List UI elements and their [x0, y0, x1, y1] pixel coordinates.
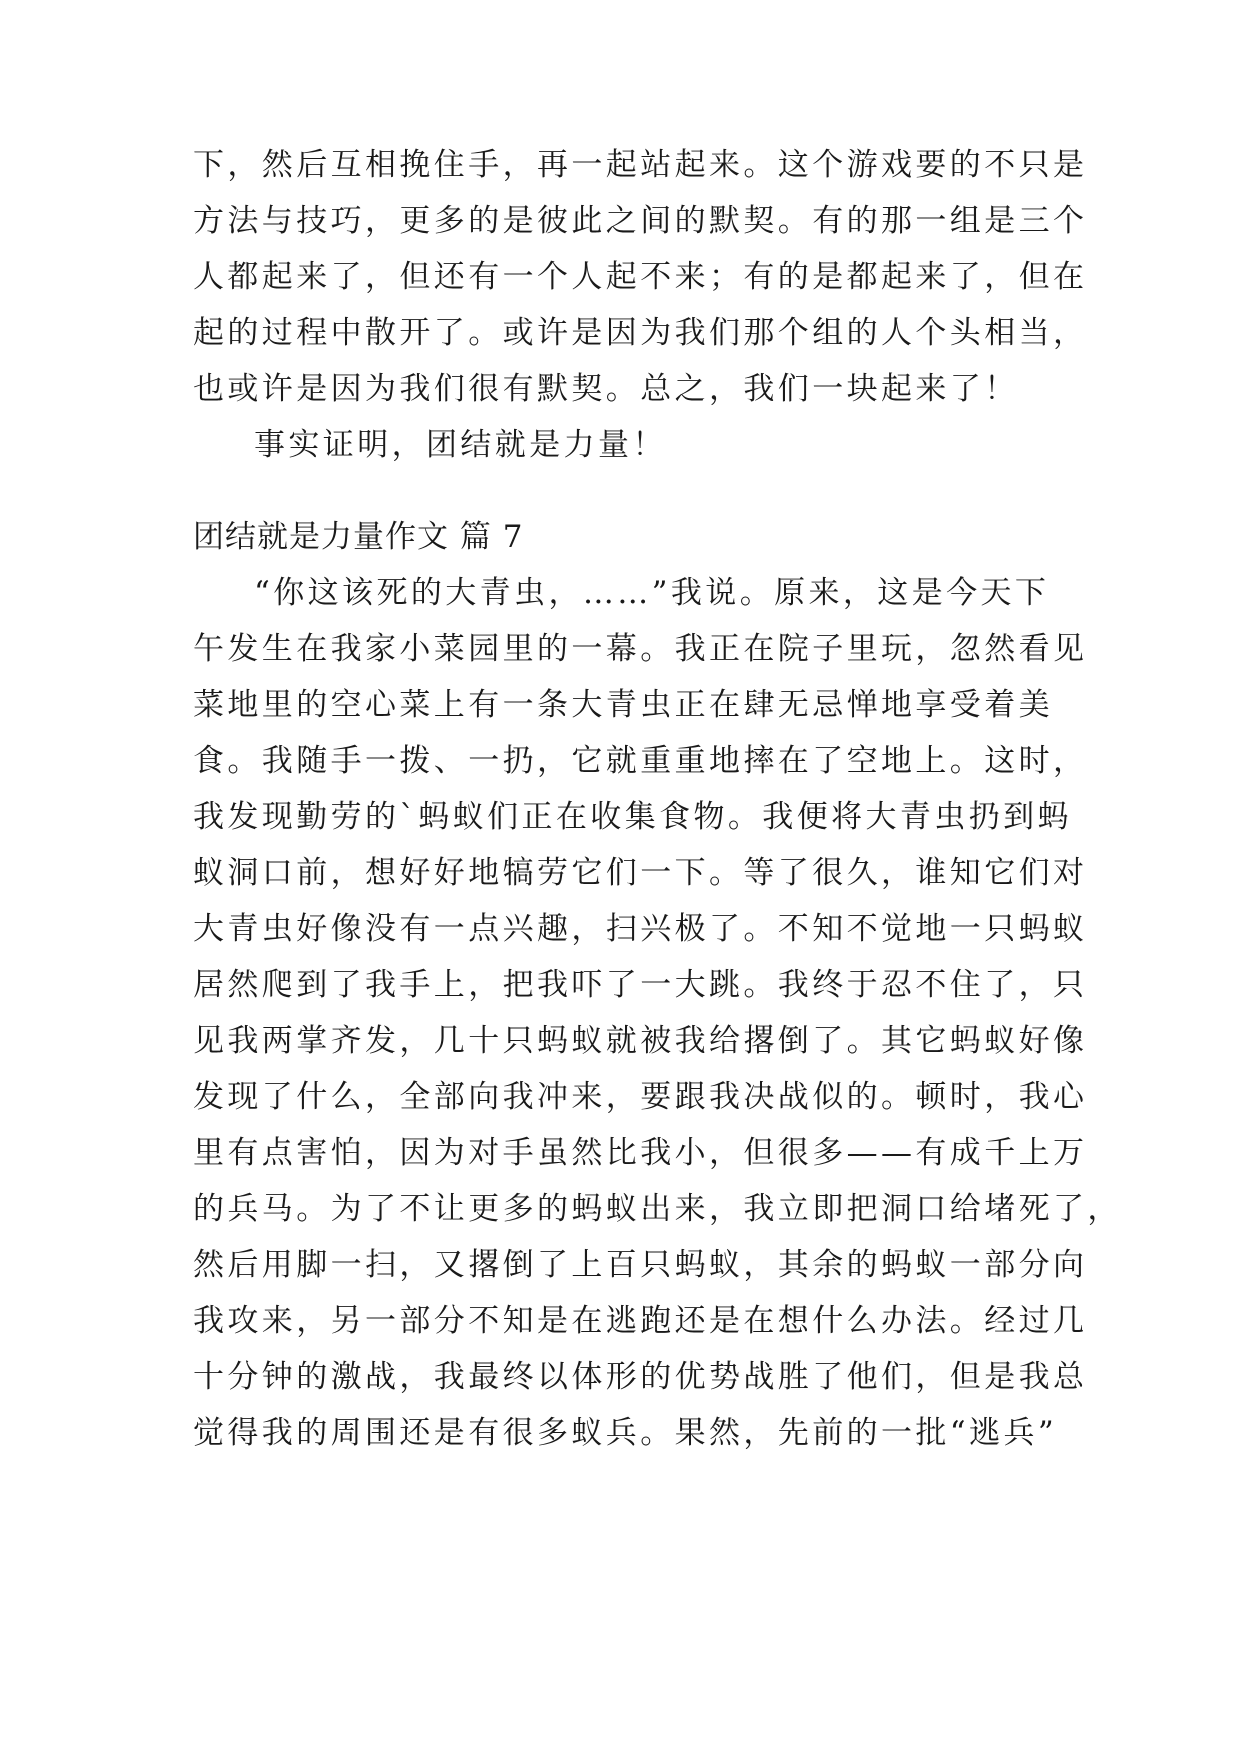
paragraph-line: “你这该死的大青虫，……”我说。原来，这是今天下	[254, 575, 1050, 611]
paragraph-line: 午发生在我家小菜园里的一幕。我正在院子里玩，忽然看见	[193, 631, 1088, 667]
paragraph-line: 蚁洞口前，想好好地犒劳它们一下。等了很久，谁知它们对	[193, 855, 1088, 891]
paragraph-line: 人都起来了，但还有一个人起不来；有的是都起来了，但在	[193, 259, 1088, 295]
paragraph-line: 也或许是因为我们很有默契。总之，我们一块起来了！	[193, 371, 1019, 407]
paragraph-line: 食。我随手一拨、一扔，它就重重地摔在了空地上。这时，	[193, 743, 1088, 779]
paragraph-line: 觉得我的周围还是有很多蚁兵。果然，先前的一批“逃兵”	[193, 1415, 1058, 1451]
paragraph-line: 起的过程中散开了。或许是因为我们那个组的人个头相当，	[193, 315, 1088, 351]
paragraph-line: 我攻来，另一部分不知是在逃跑还是在想什么办法。经过几	[193, 1303, 1088, 1339]
paragraph-line: 然后用脚一扫，又撂倒了上百只蚂蚁，其余的蚂蚁一部分向	[193, 1247, 1088, 1283]
paragraph-line: 见我两掌齐发，几十只蚂蚁就被我给撂倒了。其它蚂蚁好像	[193, 1023, 1088, 1059]
paragraph-line: 大青虫好像没有一点兴趣，扫兴极了。不知不觉地一只蚂蚁	[193, 911, 1088, 947]
paragraph-line: 居然爬到了我手上，把我吓了一大跳。我终于忍不住了，只	[193, 967, 1088, 1003]
paragraph-line: 的兵马。为了不让更多的蚂蚁出来，我立即把洞口给堵死了，	[193, 1191, 1122, 1227]
paragraph-line: 方法与技巧，更多的是彼此之间的默契。有的那一组是三个	[193, 203, 1088, 239]
paragraph-line: 十分钟的激战，我最终以体形的优势战胜了他们，但是我总	[193, 1359, 1088, 1395]
section-heading: 团结就是力量作文 篇 7	[193, 519, 524, 555]
paragraph-line: 我发现勤劳的`蚂蚁们正在收集食物。我便将大青虫扔到蚂	[193, 799, 1072, 835]
paragraph-line: 发现了什么，全部向我冲来，要跟我决战似的。顿时，我心	[193, 1079, 1088, 1115]
closing-sentence: 事实证明，团结就是力量！	[254, 427, 667, 463]
paragraph-line: 下，然后互相挽住手，再一起站起来。这个游戏要的不只是	[193, 147, 1088, 183]
paragraph-line: 菜地里的空心菜上有一条大青虫正在肆无忌惮地享受着美	[193, 687, 1053, 723]
paragraph-line: 里有点害怕，因为对手虽然比我小，但很多——有成千上万	[193, 1135, 1088, 1171]
